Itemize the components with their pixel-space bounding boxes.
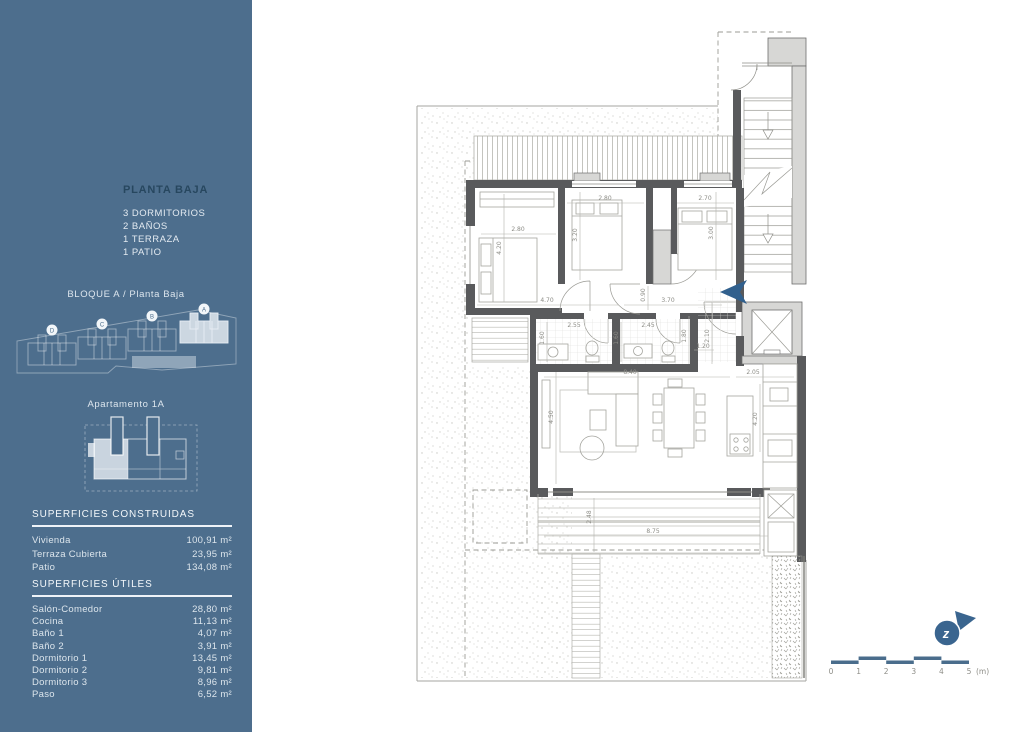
svg-text:4.20: 4.20 [752,412,759,426]
surface-row [32,689,232,701]
svg-text:1.20: 1.20 [696,343,710,350]
useful-surfaces-section [32,579,232,702]
feature-item: 2 BAÑOS [123,221,168,232]
feature-item: 1 TERRAZA [123,234,180,245]
elevator-icon [736,302,802,362]
living-furniture [542,372,638,460]
constructed-surfaces-heading: SUPERFICIES CONSTRUIDAS [32,509,232,527]
feature-item: 3 DORMITORIOS [123,208,206,219]
surface-label: Dormitorio 3 [32,677,88,689]
svg-text:8.40: 8.40 [623,369,637,376]
useful-surfaces-heading: SUPERFICIES ÚTILES [32,579,232,597]
block-label: BLOQUE A / Planta Baja [67,289,185,300]
svg-text:0: 0 [828,667,834,676]
surface-value: 6,52 m² [197,689,232,701]
svg-text:(m): (m) [976,667,990,676]
surface-label: Dormitorio 1 [32,652,88,664]
dorm1-furniture [479,192,554,302]
surface-value: 23,95 m² [192,548,232,560]
svg-text:2.48: 2.48 [586,510,593,524]
apartment-diagram [84,413,198,495]
surface-value: 3,91 m² [197,640,232,652]
dorm3-furniture [678,208,732,270]
svg-text:2.70: 2.70 [698,195,712,202]
svg-text:B: B [149,314,155,321]
staircase [744,98,792,272]
surface-value: 8,96 m² [197,677,232,689]
block-a-highlighted [180,313,228,343]
surface-row [32,628,232,640]
svg-text:2.45: 2.45 [641,322,655,329]
svg-text:1.60: 1.60 [539,331,546,345]
svg-text:z: z [942,626,950,641]
svg-text:8.75: 8.75 [646,528,660,535]
svg-text:5: 5 [966,667,972,676]
surface-label: Salón-Comedor [32,604,103,615]
svg-text:3.70: 3.70 [661,297,675,304]
surface-value: 13,45 m² [192,652,232,664]
kitchen-island [727,396,753,456]
svg-text:C: C [99,322,105,329]
surface-row [32,604,232,616]
svg-text:1.80: 1.80 [681,329,688,343]
utility-nook [764,490,797,556]
surface-label: Vivienda [32,535,71,546]
feature-item: 1 PATIO [123,247,162,258]
surface-label: Dormitorio 2 [32,665,88,677]
surface-label: Paso [32,689,55,701]
surface-value: 11,13 m² [192,616,232,628]
info-sidebar [0,0,252,732]
svg-text:3: 3 [911,667,917,676]
kitchen-counter [763,364,797,488]
svg-text:A: A [201,307,207,314]
svg-text:0.90: 0.90 [640,288,647,302]
scale-bar [829,657,990,677]
surface-row [32,653,232,665]
svg-text:2.80: 2.80 [598,195,612,202]
surface-value: 134,08 m² [186,562,232,573]
page-title: PLANTA BAJA [123,184,209,196]
north-arrow-logo [934,611,976,646]
svg-text:1.60: 1.60 [613,331,620,345]
svg-text:3.20: 3.20 [572,228,579,242]
surface-label: Cocina [32,616,64,628]
svg-text:2.80: 2.80 [511,226,525,233]
surface-row [32,548,232,562]
svg-text:2.55: 2.55 [567,322,581,329]
patio-steps [472,318,528,362]
surface-row [32,534,232,548]
surface-row [32,616,232,628]
svg-text:3.00: 3.00 [708,226,715,240]
svg-text:4.50: 4.50 [548,410,555,424]
surface-value: 28,80 m² [192,604,232,615]
svg-text:D: D [49,328,55,335]
svg-text:2.05: 2.05 [746,369,760,376]
apartment-label: Apartamento 1A [87,399,165,410]
surface-label: Baño 2 [32,640,64,652]
terrace-deck [538,494,760,554]
surface-label: Patio [32,562,56,573]
block-d-outline [28,335,76,365]
dorm2-furniture [572,200,622,270]
svg-text:1: 1 [856,667,861,676]
surface-label: Baño 1 [32,628,64,640]
surface-value: 4,07 m² [197,628,232,640]
surface-value: 9,81 m² [197,665,232,677]
site-plan-diagram [12,303,240,379]
surface-row [32,677,232,689]
surface-label: Terraza Cubierta [32,548,108,560]
surface-row [32,561,232,575]
svg-text:2.10: 2.10 [704,329,711,343]
surface-value: 100,91 m² [186,535,232,546]
dining-set [653,379,705,457]
block-c-outline [78,329,126,359]
svg-text:4.20: 4.20 [496,241,503,255]
svg-text:4.70: 4.70 [540,297,554,304]
hedge-strip [772,556,804,678]
svg-text:4: 4 [939,667,944,676]
svg-text:2: 2 [883,667,889,676]
surface-row [32,665,232,677]
walkway-steps [572,554,600,678]
block-b-outline [128,321,176,351]
surface-row [32,641,232,653]
feature-list [123,207,205,259]
constructed-surfaces-section [32,509,232,575]
